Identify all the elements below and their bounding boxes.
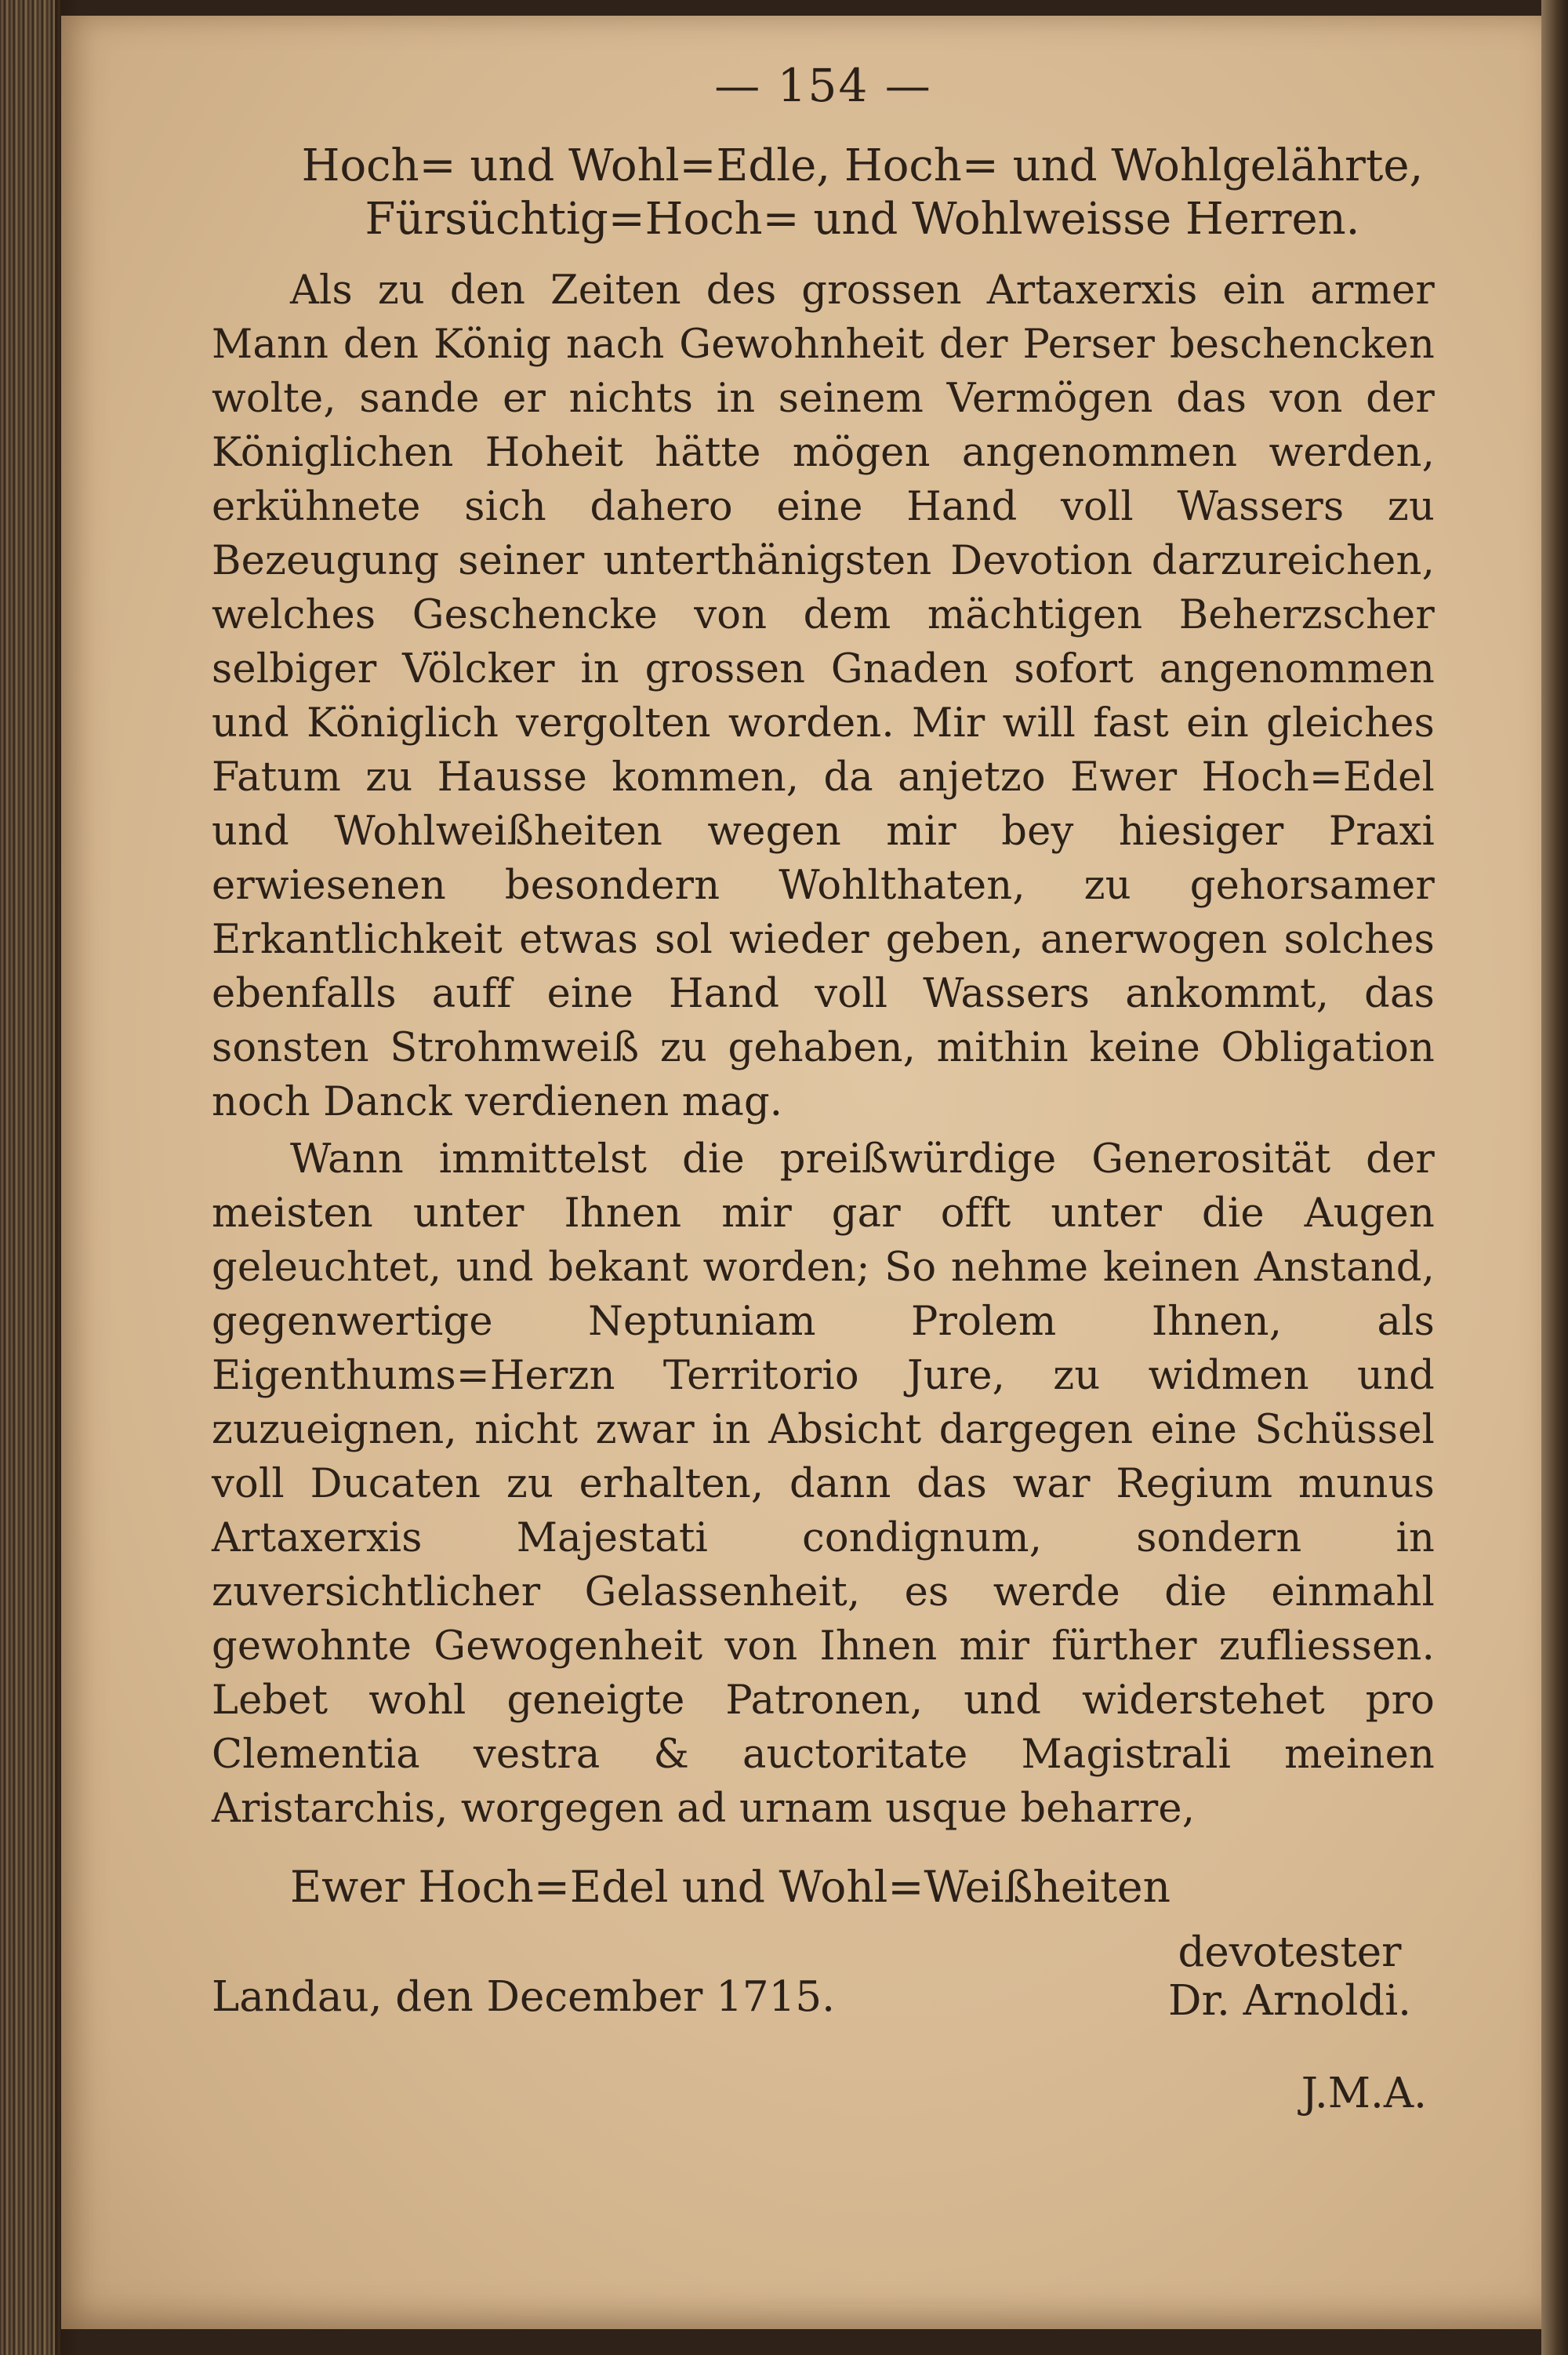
closing-formula: Ewer Hoch=Edel und Wohl=Weißheiten (290, 1862, 1171, 1912)
salutation-line-2: Fürsüchtig=Hoch= und Wohlweisse Herren. (365, 194, 1360, 245)
page-number: — 154 — (714, 59, 932, 112)
place-date: Landau, den December 1715. (212, 1973, 835, 2021)
signature-devoted: devotester (1178, 1928, 1402, 1976)
paragraph-2: Wann immittelst die preißwürdige Generosität der meisten unter Ihnen mir gar offt unter die Augen geleuchtet, und bekant worden; So nehme keinen Anstand, gegenwertige Neptuniam Prolem Ihnen, als Eigenthums=Herzn Territorio Jure, zu widmen und zuzueignen, nicht zwar in Absicht dargegen eine Schüssel voll Ducaten zu erhalten, dann das war Regium munus Artaxerxis Majestati condignum, sondern in zuversichtlicher Gelassenheit, es werde die einmahl gewohnte Gewogenheit von Ihnen mir fürther zufliessen. Lebet wohl geneigte Patronen, und widerstehet pro Clementia vestra & auctoritate Magistrali meinen Aristarchis, worgegen ad urnam usque beharre, (212, 1136, 1435, 1832)
page-stack-edge (0, 0, 61, 2355)
signature (1168, 1928, 1411, 2026)
initials: J.M.A. (1301, 2070, 1427, 2117)
page-content (212, 59, 1435, 2117)
paragraph-1: Als zu den Zeiten des grossen Artaxerxis ein armer Mann den König nach Gewohnheit der Perser beschencken wolte, sande er nichts in seinem Vermögen das von der Königlichen Hoheit hätte mögen angenommen werden, erkühnete sich dahero eine Hand voll Wassers zu Bezeugung seiner unterthänigsten Devotion darzureichen, welches Geschencke von dem mächtigen Beherzscher selbiger Völcker in grossen Gnaden sofort angenommen und Königlich vergolten worden. Mir will fast ein gleiches Fatum zu Hausse kommen, da anjetzo Ewer Hoch=Edel und Wohlweißheiten wegen mir bey hiesiger Praxi erwiesenen besondern Wohlthaten, zu gehorsamer Erkantlichkeit etwas sol wieder geben, anerwogen solches ebenfalls auff eine Hand voll Wassers ankommt, das sonsten Strohmweiß zu gehaben, mithin keine Obligation noch Danck verdienen mag. (212, 267, 1435, 1125)
signature-name: Dr. Arnoldi. (1167, 1977, 1411, 2025)
dateline-block (212, 1928, 1435, 2054)
salutation (212, 140, 1435, 246)
right-page-edge (1541, 0, 1568, 2355)
salutation-line-1: Hoch= und Wohl=Edle, Hoch= und Wohlgelährte, (301, 140, 1424, 191)
